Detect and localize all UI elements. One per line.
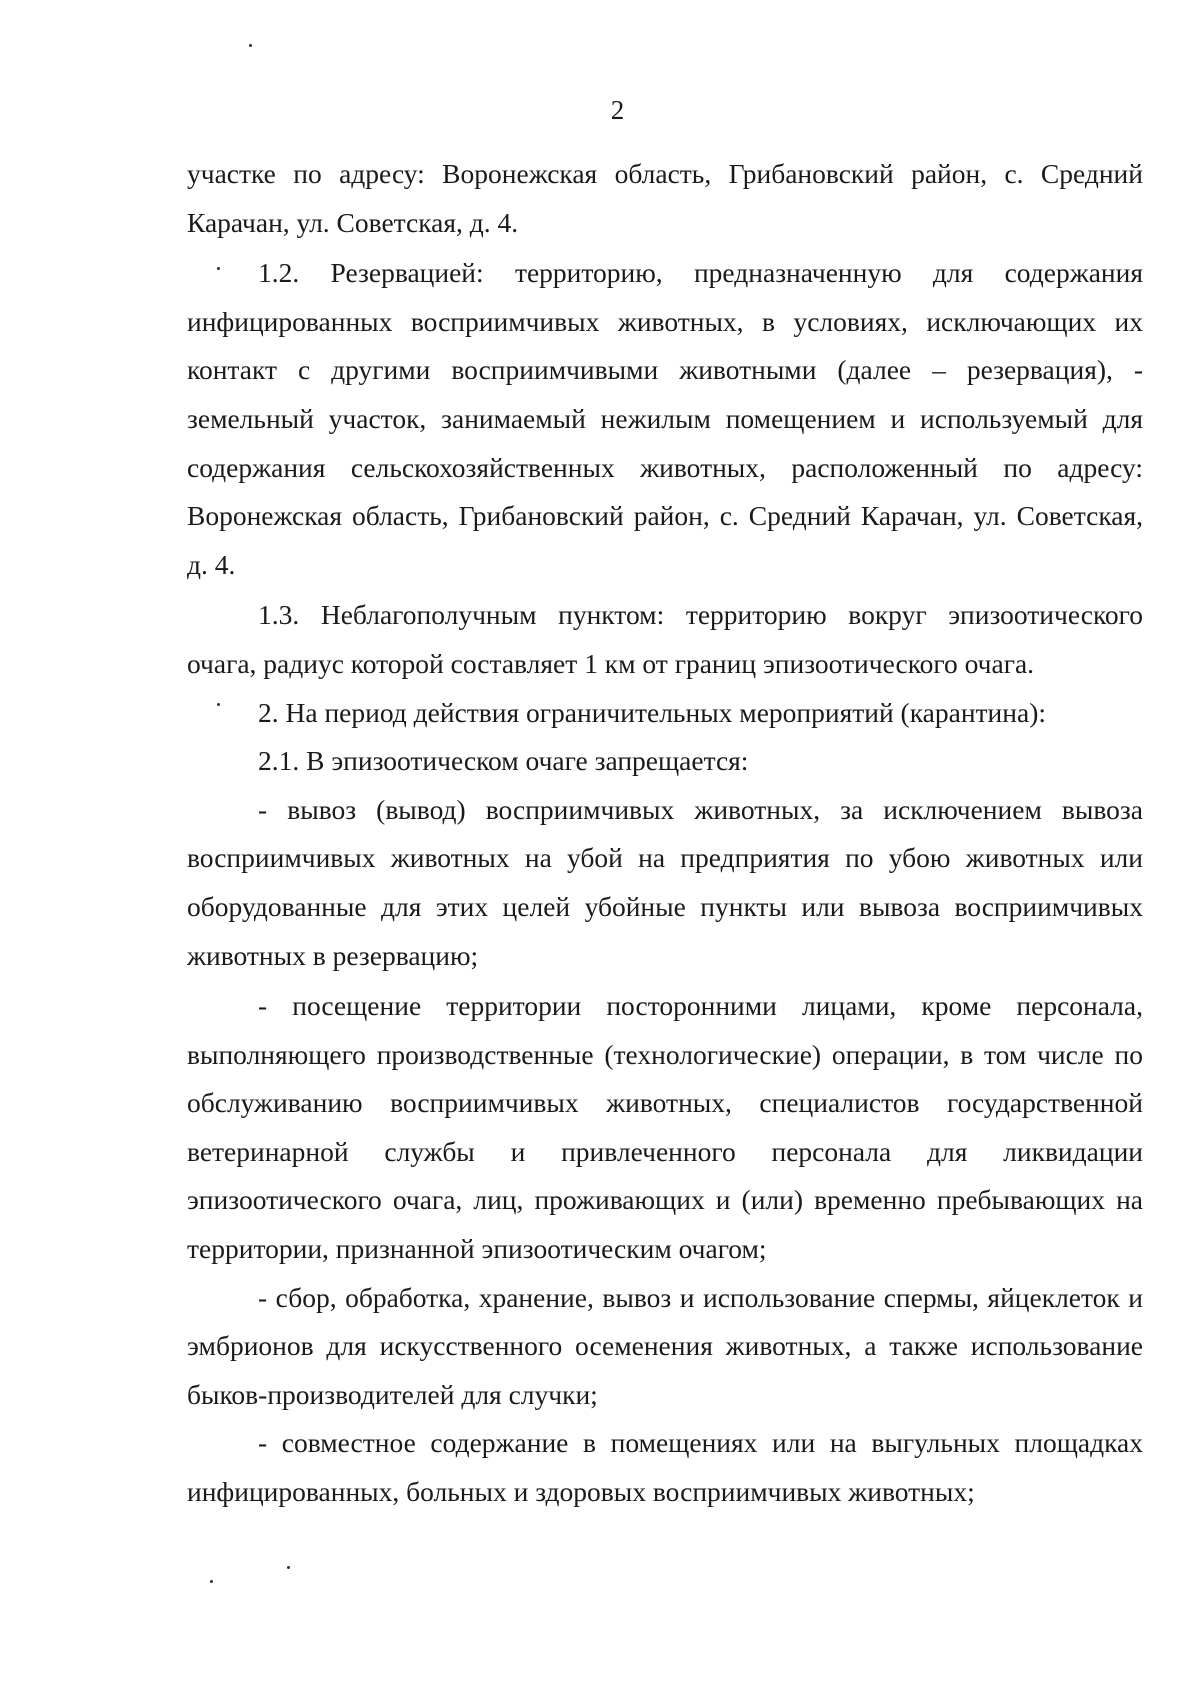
paragraph-1-2-reservation: 1.2. Резервацией: территорию, предназначенную для содержания инфицированных восприимчивых животных, в условиях, исключающих их контакт с другими восприимчивыми животными (далее – резервация), - земельный участок, занимаемый нежилым помещением и используемый для содержания сельскохозяйственных животных, расположенный по адресу: Воронежская область, Грибановский район, с. Средний Карачан, ул. Советская, д. 4. xyxy=(187,257,1143,580)
list-item-joint-keeping: - совместное содержание в помещениях или на выгульных площадках инфицированных, больных и здоровых восприимчивых животных; xyxy=(187,1427,1143,1508)
scan-speck xyxy=(210,1580,213,1583)
scan-speck xyxy=(287,1566,290,1569)
page-number: 2 xyxy=(610,95,625,125)
paragraph-2-1-prohibited: 2.1. В эпизоотическом очаге запрещается: xyxy=(258,745,749,777)
list-item-visiting-territory: - посещение территории посторонними лицами, кроме персонала, выполняющего производственные (технологические) операции, в том числе по обслуживанию восприимчивых животных, специалистов государственной ветеринарной службы и привлеченного персонала для ликвидации эпизоотического очага, лиц, проживающих и (или) временно пребывающих на территории, признанной эпизоотическим очагом; xyxy=(187,990,1143,1265)
scan-speck xyxy=(249,44,252,47)
paragraph-2-quarantine-period: 2. На период действия ограничительных мероприятий (карантина): xyxy=(258,696,1046,728)
paragraph-address-continuation: участке по адресу: Воронежская область, Грибановский район, с. Средний Карачан, ул. Советская, д. 4. xyxy=(187,158,1143,238)
paragraph-1-3-unfavorable-point: 1.3. Неблагополучным пунктом: территорию вокруг эпизоотического очага, радиус которой составляет 1 км от границ эпизоотического очага. xyxy=(187,599,1143,679)
list-item-semen-collection: - сбор, обработка, хранение, вывоз и использование спермы, яйцеклеток и эмбрионов для искусственного осеменения животных, а также использование быков-производителей для случки; xyxy=(187,1281,1143,1410)
list-item-export-animals: - вывоз (вывод) восприимчивых животных, за исключением вывоза восприимчивых животных на убой на предприятия по убою животных или оборудованные для этих целей убойные пункты или вывоза восприимчивых животных в резервацию; xyxy=(187,793,1143,971)
document-body xyxy=(187,150,1143,1517)
